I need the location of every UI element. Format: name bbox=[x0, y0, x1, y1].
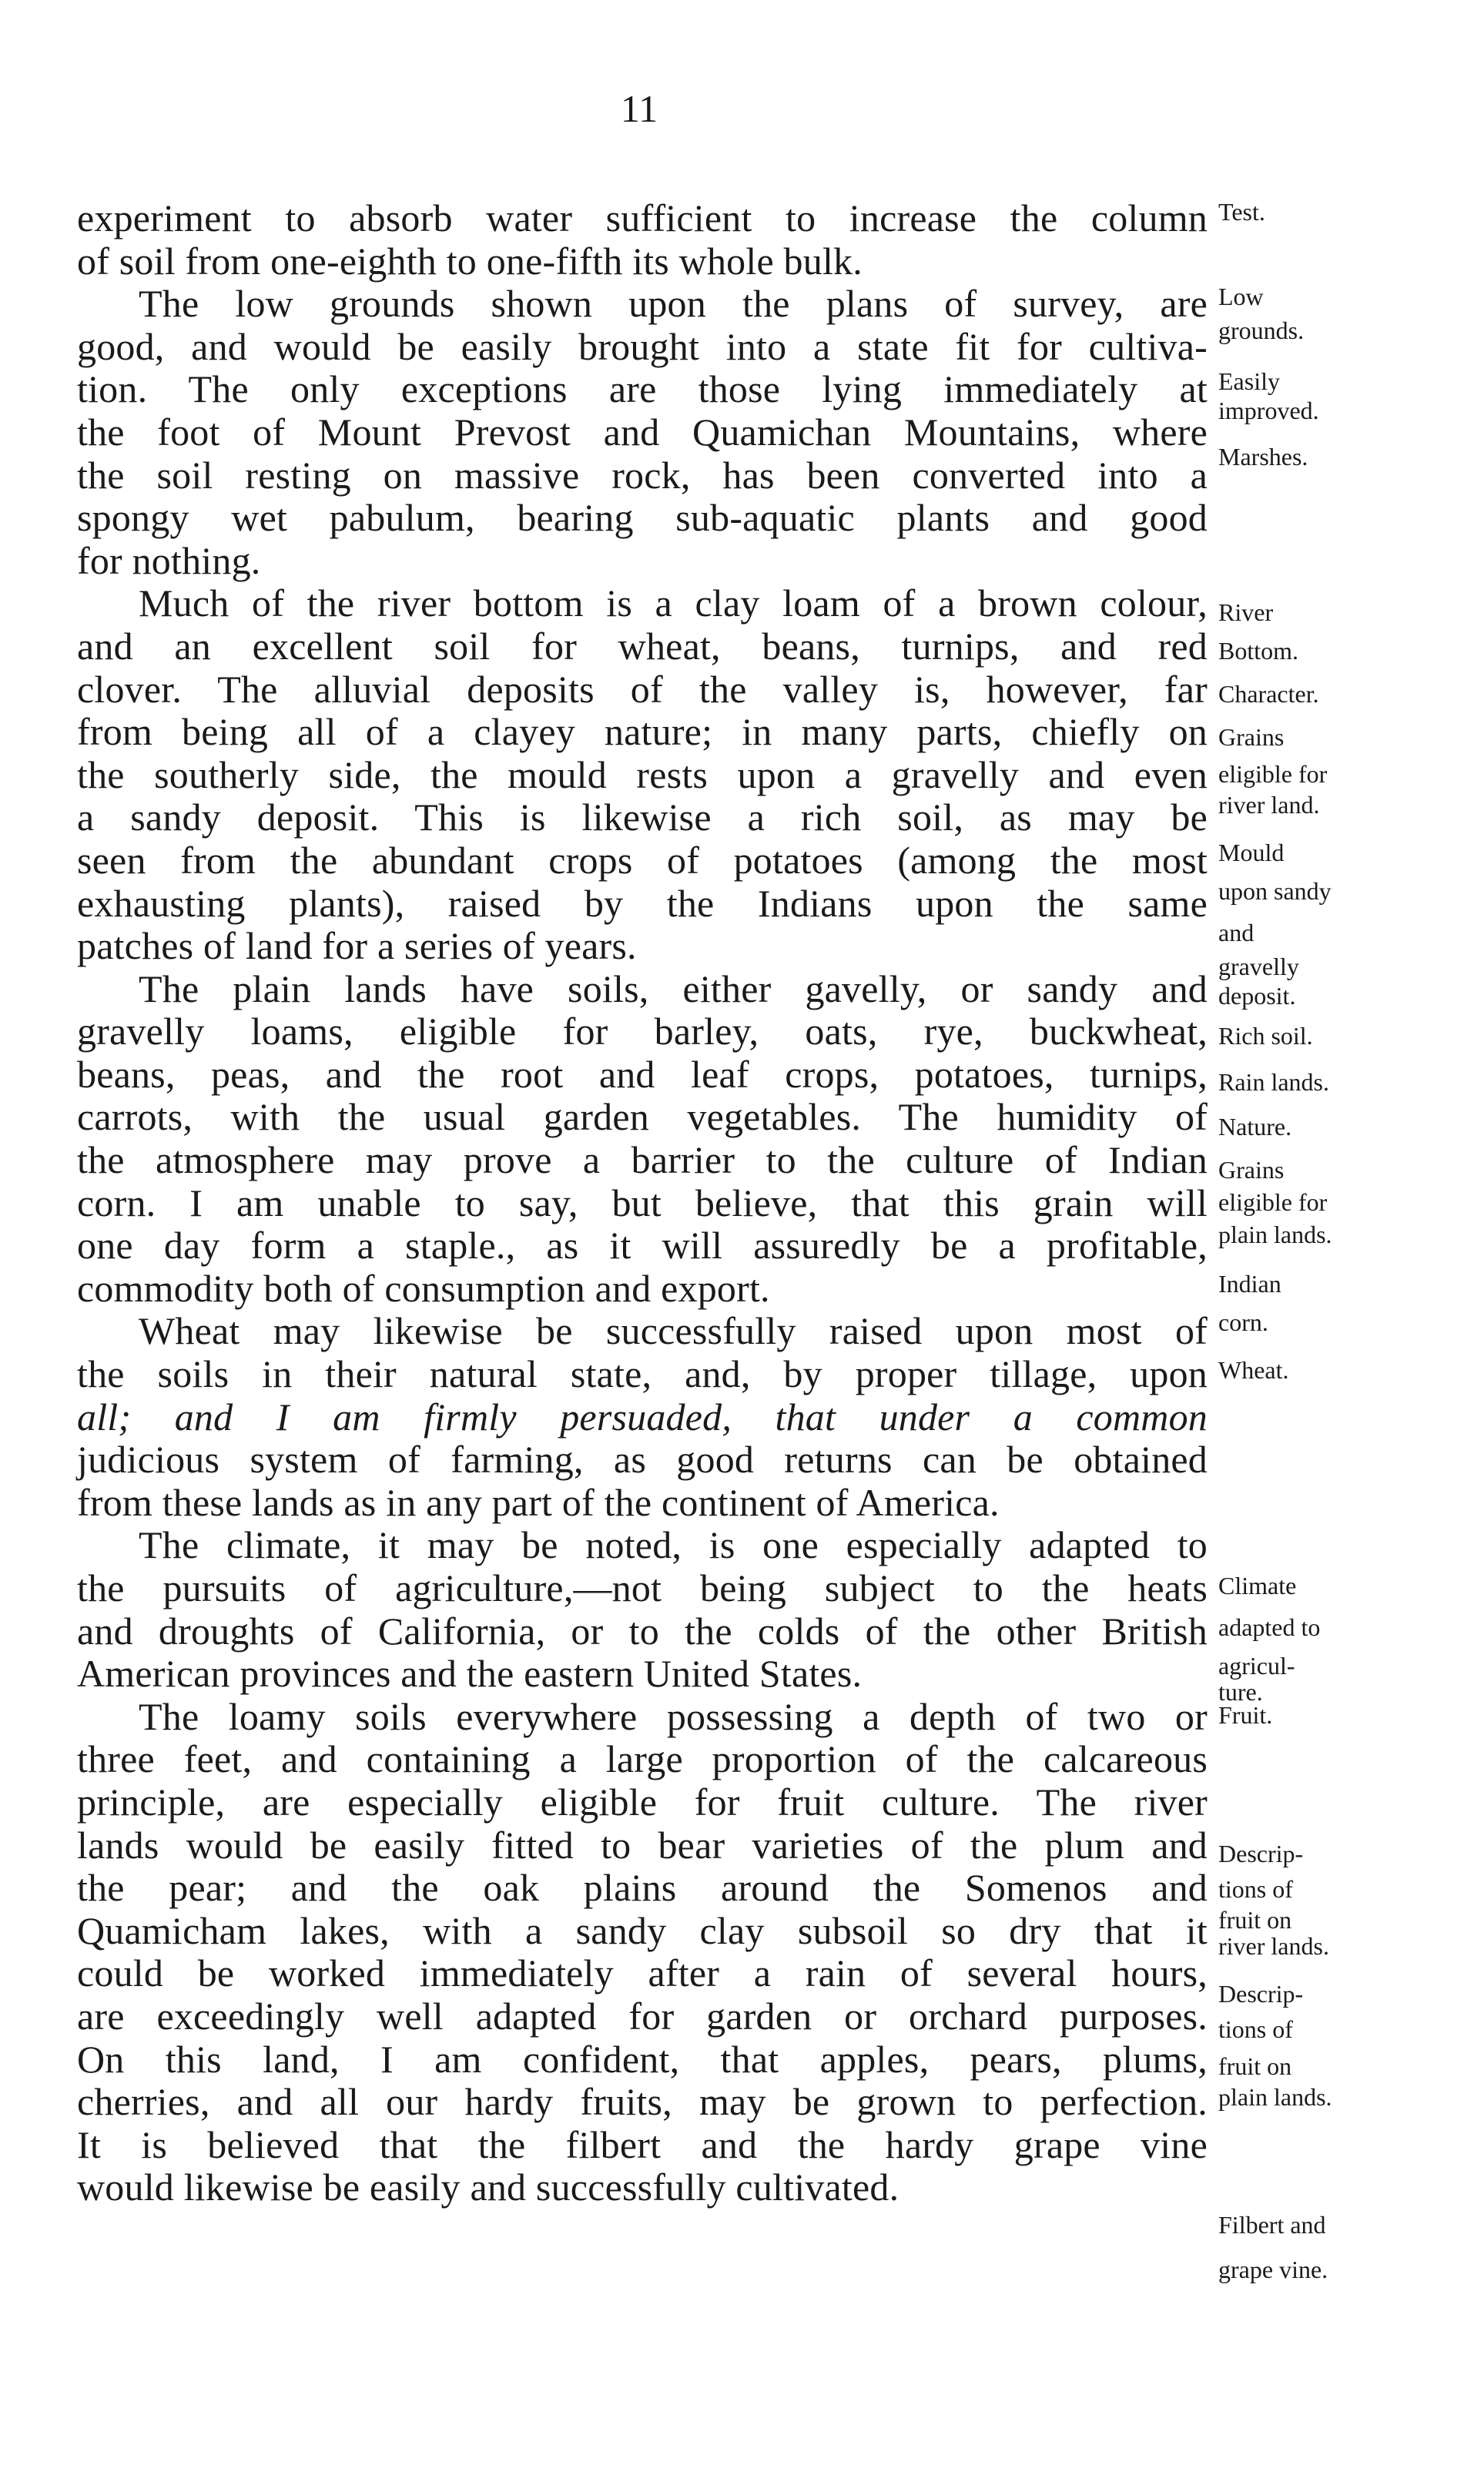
margin-note: Fruit. bbox=[1218, 1701, 1273, 1729]
margin-note: Wheat. bbox=[1218, 1356, 1289, 1384]
paragraph bbox=[77, 968, 1208, 1311]
text-line: seen from the abundant crops of potatoes (among the most bbox=[77, 838, 1208, 882]
margin-note: improved. bbox=[1218, 397, 1319, 424]
margin-note: Low bbox=[1218, 283, 1264, 310]
margin-note: plain lands. bbox=[1218, 1221, 1332, 1248]
text-line: The climate, it may be noted, is one especially adapted to bbox=[139, 1523, 1208, 1567]
text-line: cherries, and all our hardy fruits, may be grown to perfection. bbox=[77, 2080, 1208, 2124]
margin-note: ture. bbox=[1218, 1678, 1263, 1706]
margin-note: Marshes. bbox=[1218, 443, 1308, 471]
text-line: the pursuits of agriculture,—not being subject to the heats bbox=[77, 1566, 1208, 1609]
paragraph bbox=[77, 283, 1208, 582]
margin-note: eligible for bbox=[1218, 1188, 1328, 1216]
paragraph bbox=[77, 582, 1208, 967]
margin-note: River bbox=[1218, 598, 1274, 626]
margin-note: tions of bbox=[1218, 1875, 1293, 1903]
text-line: Much of the river bottom is a clay loam of a brown colour, bbox=[139, 581, 1208, 625]
text-line: corn. I am unable to say, but believe, that this grain will bbox=[77, 1181, 1208, 1224]
text-line: clover. The alluvial deposits of the valley is, however, far bbox=[77, 667, 1208, 711]
text-line: American provinces and the eastern United States. bbox=[77, 1652, 863, 1696]
text-line: The plain lands have soils, either gavelly, or sandy and bbox=[139, 966, 1208, 1010]
margin-note: plain lands. bbox=[1218, 2083, 1332, 2111]
text-line: principle, are especially eligible for fruit culture. The river bbox=[77, 1780, 1208, 1824]
text-line: commodity both of consumption and export. bbox=[77, 1266, 770, 1310]
margin-note: Easily bbox=[1218, 367, 1280, 395]
text-line: the southerly side, the mould rests upon a gravelly and even bbox=[77, 752, 1208, 796]
text-line: good, and would be easily brought into a state fit for cultiva- bbox=[77, 324, 1208, 368]
margin-note: deposit. bbox=[1218, 982, 1296, 1010]
text-line: and an excellent soil for wheat, beans, turnips, and red bbox=[77, 624, 1208, 668]
text-line: the pear; and the oak plains around the Somenos and bbox=[77, 1866, 1208, 1910]
text-line: of soil from one-eighth to one-fifth its whole bulk. bbox=[77, 239, 863, 283]
margin-note: fruit on bbox=[1218, 1906, 1292, 1934]
margin-note: Test. bbox=[1218, 198, 1265, 226]
text-line: a sandy deposit. This is likewise a rich soil, as may be bbox=[77, 795, 1208, 839]
margin-note: Bottom. bbox=[1218, 637, 1299, 665]
margin-note: gravelly bbox=[1218, 953, 1299, 980]
text-line: three feet, and containing a large proportion of the calcareous bbox=[77, 1737, 1208, 1781]
paragraph bbox=[77, 197, 1208, 283]
margin-note: agricul- bbox=[1218, 1652, 1295, 1680]
text-line: exhausting plants), raised by the Indians upon the same bbox=[77, 881, 1208, 925]
text-line: The loamy soils everywhere possessing a depth of two or bbox=[139, 1694, 1208, 1738]
text-line: judicious system of farming, as good returns can be obtained bbox=[77, 1438, 1208, 1482]
text-line: one day form a staple., as it will assuredly be a profitable, bbox=[77, 1224, 1208, 1268]
text-line: lands would be easily fitted to bear varieties of the plum and bbox=[77, 1823, 1208, 1867]
paragraph bbox=[77, 1310, 1208, 1524]
margin-note: river land. bbox=[1218, 791, 1320, 819]
body-text bbox=[77, 197, 1208, 2209]
text-line: Quamicham lakes, with a sandy clay subsoil so dry that it bbox=[77, 1908, 1208, 1952]
text-line: On this land, I am confident, that apples, pears, plums, bbox=[77, 2037, 1208, 2081]
margin-note: Nature. bbox=[1218, 1113, 1292, 1140]
margin-note: corn. bbox=[1218, 1308, 1268, 1336]
text-line: It is believed that the filbert and the hardy grape vine bbox=[77, 2122, 1208, 2166]
text-line: tion. The only exceptions are those lying immediately at bbox=[77, 367, 1208, 411]
margin-note: Grains bbox=[1218, 1156, 1285, 1184]
margin-note: Descrip- bbox=[1218, 1840, 1304, 1867]
text-line: from being all of a clayey nature; in many parts, chiefly on bbox=[77, 710, 1208, 754]
margin-note: Indian bbox=[1218, 1270, 1281, 1298]
text-line: would likewise be easily and successfully cultivated. bbox=[77, 2165, 899, 2209]
text-line: all; and I am firmly persuaded, that under a common bbox=[77, 1395, 1208, 1439]
margin-note: Descrip- bbox=[1218, 1980, 1304, 2008]
margin-note: river lands. bbox=[1218, 1932, 1329, 1960]
text-line: the atmosphere may prove a barrier to the culture of Indian bbox=[77, 1138, 1208, 1182]
margin-note: Rich soil. bbox=[1218, 1022, 1313, 1050]
text-line: spongy wet pabulum, bearing sub-aquatic plants and good bbox=[77, 496, 1208, 540]
text-line: for nothing. bbox=[77, 538, 261, 582]
margin-note: Grains bbox=[1218, 723, 1285, 751]
margin-note: and bbox=[1218, 919, 1255, 946]
margin-note: Character. bbox=[1218, 680, 1319, 708]
text-line: Wheat may likewise be successfully raised upon most of bbox=[139, 1309, 1208, 1353]
text-line: the soil resting on massive rock, has been converted into a bbox=[77, 453, 1208, 497]
margin-note: Filbert and bbox=[1218, 2211, 1326, 2239]
text-line: carrots, with the usual garden vegetables. The humidity of bbox=[77, 1095, 1208, 1139]
paragraph bbox=[77, 1696, 1208, 2209]
page-number: 11 bbox=[620, 87, 658, 130]
text-line: gravelly loams, eligible for barley, oats, rye, buckwheat, bbox=[77, 1010, 1208, 1053]
margin-note: tions of bbox=[1218, 2015, 1293, 2043]
text-line: could be worked immediately after a rain of several hours, bbox=[77, 1951, 1208, 1995]
margin-note: fruit on bbox=[1218, 2052, 1292, 2080]
text-line: experiment to absorb water sufficient to increase the column bbox=[77, 196, 1208, 239]
margin-note: adapted to bbox=[1218, 1613, 1321, 1641]
text-line: the foot of Mount Prevost and Quamichan Mountains, where bbox=[77, 410, 1208, 454]
text-line: patches of land for a series of years. bbox=[77, 924, 637, 968]
margin-note: Climate bbox=[1218, 1572, 1297, 1599]
margin-note: eligible for bbox=[1218, 760, 1328, 788]
margin-note: grape vine. bbox=[1218, 2256, 1328, 2283]
text-line: beans, peas, and the root and leaf crops, potatoes, turnips, bbox=[77, 1052, 1208, 1096]
text-line: and droughts of California, or to the colds of the other British bbox=[77, 1609, 1208, 1653]
margin-note: upon sandy bbox=[1218, 877, 1332, 905]
text-line: the soils in their natural state, and, by proper tillage, upon bbox=[77, 1352, 1208, 1396]
text-line: are exceedingly well adapted for garden or orchard purposes. bbox=[77, 1994, 1208, 2038]
paragraph bbox=[77, 1524, 1208, 1695]
margin-note: Mould bbox=[1218, 839, 1285, 866]
margin-note: grounds. bbox=[1218, 317, 1305, 344]
text-line: from these lands as in any part of the continent of America. bbox=[77, 1480, 1000, 1524]
text-line: The low grounds shown upon the plans of survey, are bbox=[139, 282, 1208, 326]
margin-note: Rain lands. bbox=[1218, 1068, 1329, 1096]
